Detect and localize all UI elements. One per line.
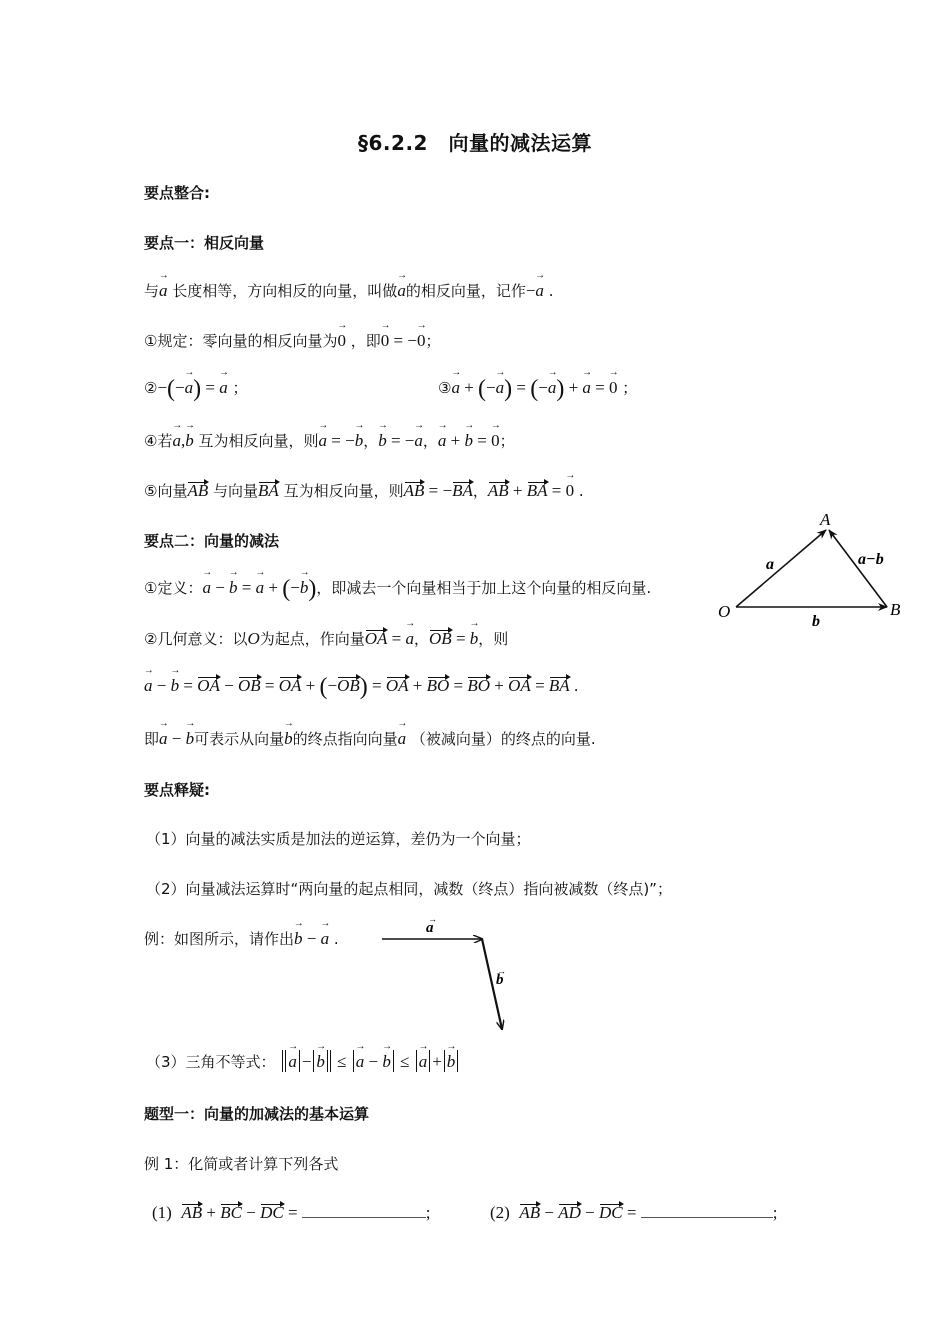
note-2: （2）向量减法运算时“两向量的起点相同，减数（终点）指向被减数（终点)”；	[146, 880, 672, 898]
vector-a: → a	[397, 281, 406, 301]
page-title: §6.2.2 向量的减法运算	[358, 131, 592, 155]
answer-blank-2[interactable]	[641, 1201, 773, 1218]
rule-item-2: ②−(−→ a) = → a ；	[144, 376, 248, 403]
label-b: b	[812, 613, 820, 630]
question-1: (1) AB + BC − DC = ;	[152, 1203, 431, 1222]
note-1: （1）向量的减法实质是加法的逆运算，差仍为一个向量；	[146, 830, 531, 848]
label-O: O	[718, 602, 731, 621]
point2-heading: 要点二：向量的减法	[144, 532, 280, 550]
rule-item-3: ③→ a + (−→ a) = (−→ a) + → a = → 0 ；	[438, 376, 637, 403]
zero-vector: → 0	[337, 331, 346, 351]
label-a-minus-b: a−b	[858, 551, 884, 568]
triangle-inequality: （3）三角不等式： → a − → b ≤ → a − → b ≤ → a + → b	[146, 1050, 460, 1072]
rule-item-4: ④若→ a,→ b 互为相反向量，则→ a = −→ b，→ b = −→ a，→ a + → b = → 0；	[144, 430, 515, 451]
subtraction-meaning: 即→ a − → b可表示从向量→ b的终点指向向量→ a （被减向量）的终点的向量.	[144, 728, 596, 749]
svg-text:→: →	[428, 914, 437, 924]
example1-prompt: 例 1：化简或者计算下列各式	[144, 1155, 339, 1173]
fig-label-a: a	[426, 920, 434, 936]
label-A: A	[820, 510, 831, 529]
opposite-vector-definition: 与→ a 长度相等，方向相反的向量，叫做→ a的相反向量，记作−→ a .	[144, 280, 553, 301]
triangle-diagram	[712, 508, 912, 633]
summary-heading: 要点整合:	[144, 184, 210, 202]
example-vectors-diagram	[378, 912, 518, 1037]
example-draw: 例：如图所示，请作出→ b − → a .	[144, 928, 339, 949]
svg-text:→: →	[497, 966, 506, 976]
question-2: (2) AB − AD − DC = ;	[490, 1203, 778, 1222]
answer-blank-1[interactable]	[302, 1201, 426, 1218]
notes-heading: 要点释疑:	[144, 781, 210, 799]
point1-heading: 要点一：相反向量	[144, 234, 265, 252]
geometric-meaning: ②几何意义：以O为起点，作向量OA = → a，OB = → b，则	[144, 628, 508, 649]
vector-a: → a	[535, 281, 544, 301]
label-a: a	[766, 556, 774, 573]
subtraction-chain: → a − → b = OA − OB = OA + (−OB) = OA + BO = BO + OA = BA .	[144, 674, 578, 701]
subtraction-definition: ①定义：→ a − → b = → a + (−→ b)，即减去一个向量相当于加上这个向量的相反向量.	[144, 576, 651, 603]
type1-heading: 题型一：向量的加减法的基本运算	[144, 1105, 370, 1123]
label-B: B	[890, 600, 901, 619]
rule-item-1: ①规定：零向量的相反向量为→ 0 ，即→ 0 = −→ 0；	[144, 330, 440, 351]
rule-item-5: ⑤向量AB 与向量BA 互为相反向量，则AB = −BA，AB + BA = → 0 .	[144, 480, 584, 501]
vector-a: → a	[159, 281, 168, 301]
fig-label-b: b	[496, 972, 504, 988]
